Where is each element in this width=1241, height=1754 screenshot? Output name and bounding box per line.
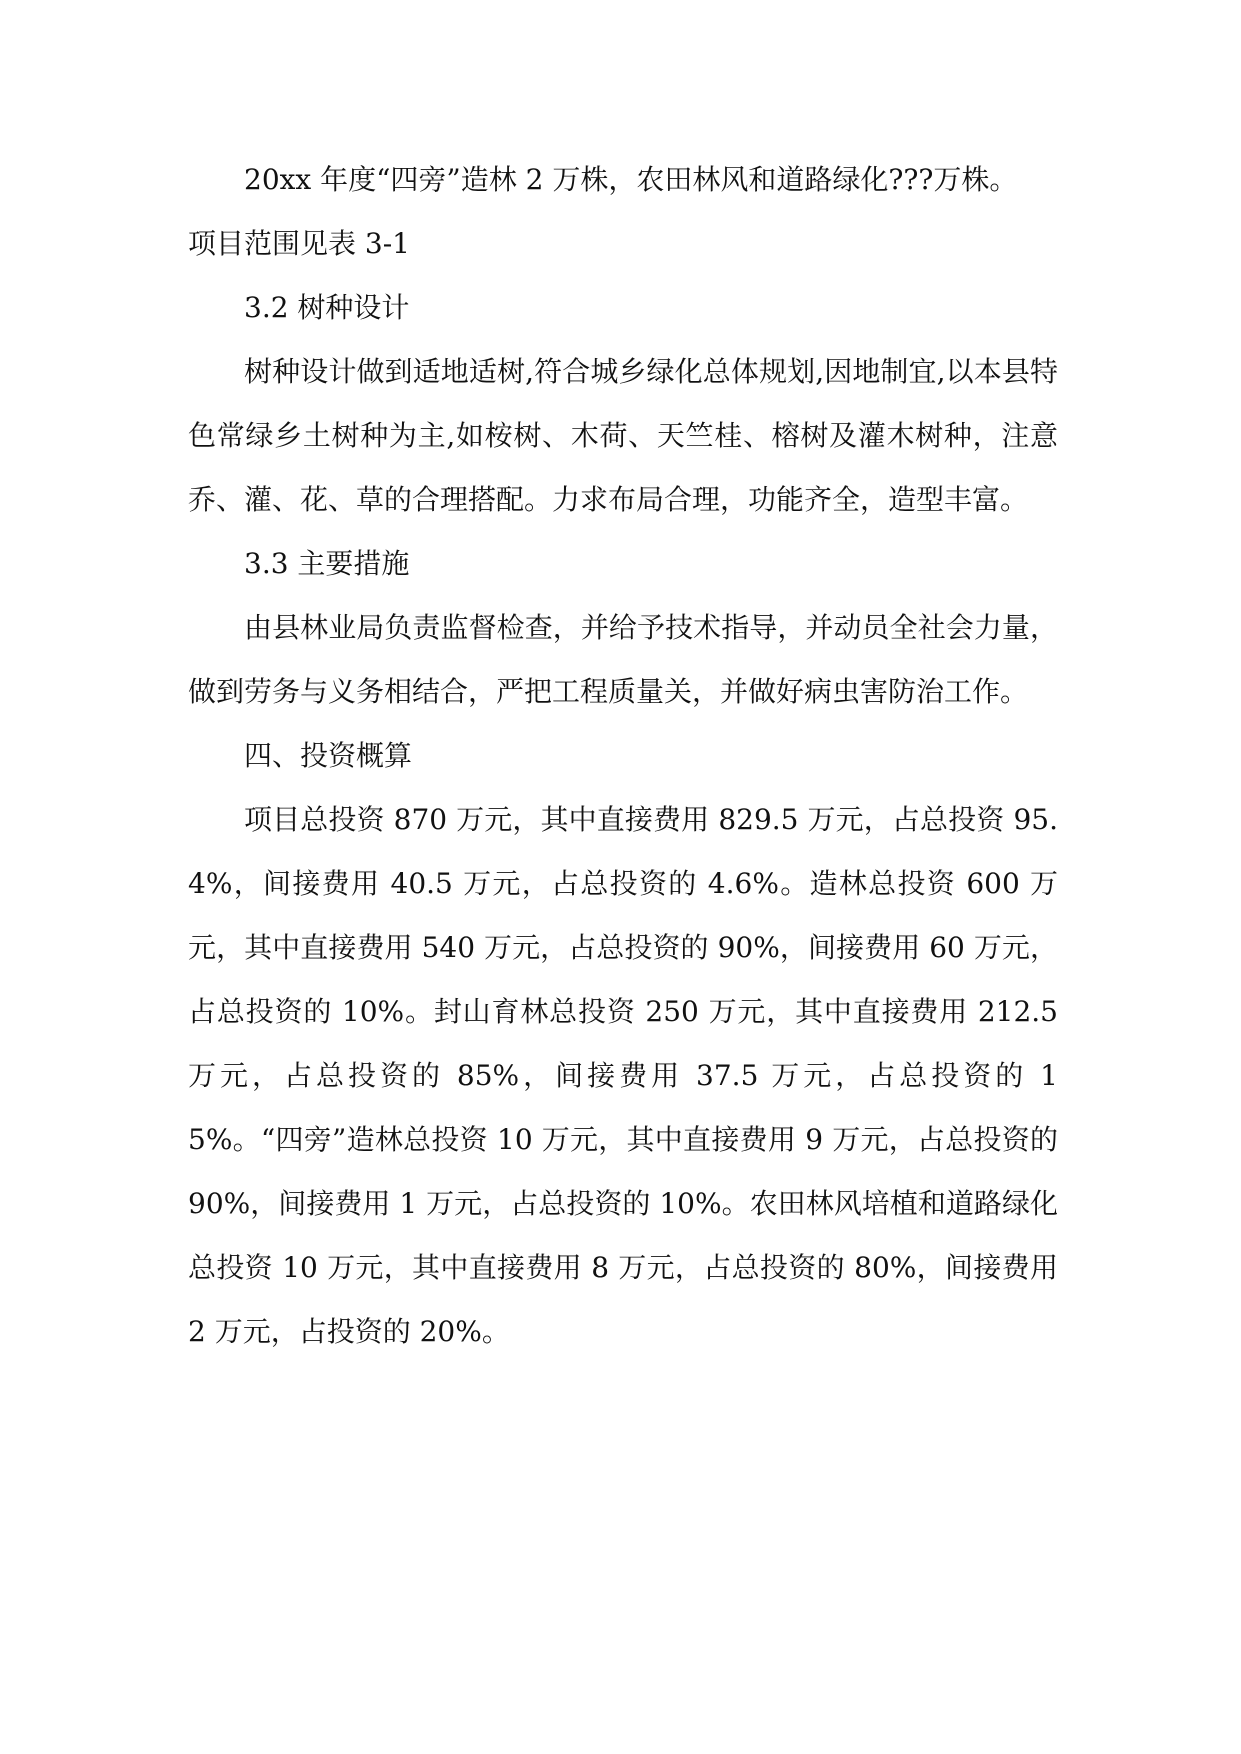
section-heading-investment-estimate: 四、投资概算	[244, 739, 413, 772]
paragraph-investment-estimate: 项目总投资 870 万元，其中直接费用 829.5 万元，占总投资 95.4%，间接费用 40.5 万元，占总投资的 4.6%。造林总投资 600 万元，其中直接费用 540 万元，占总投资的 90%，间接费用 60 万元，占总投资的 10%。封山育林总投资 250 万元，其中直接费用 212.5 万元，占总投资的 85%，间接费用 37.5 万元，占总投资的 15%。“四旁”造林总投资 10 万元，其中直接费用 9 万元，占总投资的 90%，间接费用 1 万元，占总投资的 10%。农田林风培植和道路绿化总投资 10 万元，其中直接费用 8 万元，占总投资的 80%，间接费用 2 万元，占投资的 20%。	[188, 803, 1058, 1348]
section-heading-tree-species-design: 3.2 树种设计	[244, 291, 410, 324]
paragraph-project-scope: 项目范围见表 3-1	[188, 227, 410, 260]
document-body	[188, 148, 1058, 1364]
section-heading-main-measures: 3.3 主要措施	[244, 547, 410, 580]
paragraph-main-measures: 由县林业局负责监督检查，并给予技术指导，并动员全社会力量，做到劳务与义务相结合，严把工程质量关，并做好病虫害防治工作。	[188, 611, 1058, 708]
paragraph-planting-summary: 20xx 年度“四旁”造林 2 万株，农田林风和道路绿化???万株。	[244, 163, 1018, 196]
paragraph-tree-species-design: 树种设计做到适地适树,符合城乡绿化总体规划,因地制宜,以本县特色常绿乡土树种为主,如桉树、木荷、天竺桂、榕树及灌木树种，注意乔、灌、花、草的合理搭配。力求布局合理，功能齐全，造型丰富。	[188, 355, 1058, 516]
